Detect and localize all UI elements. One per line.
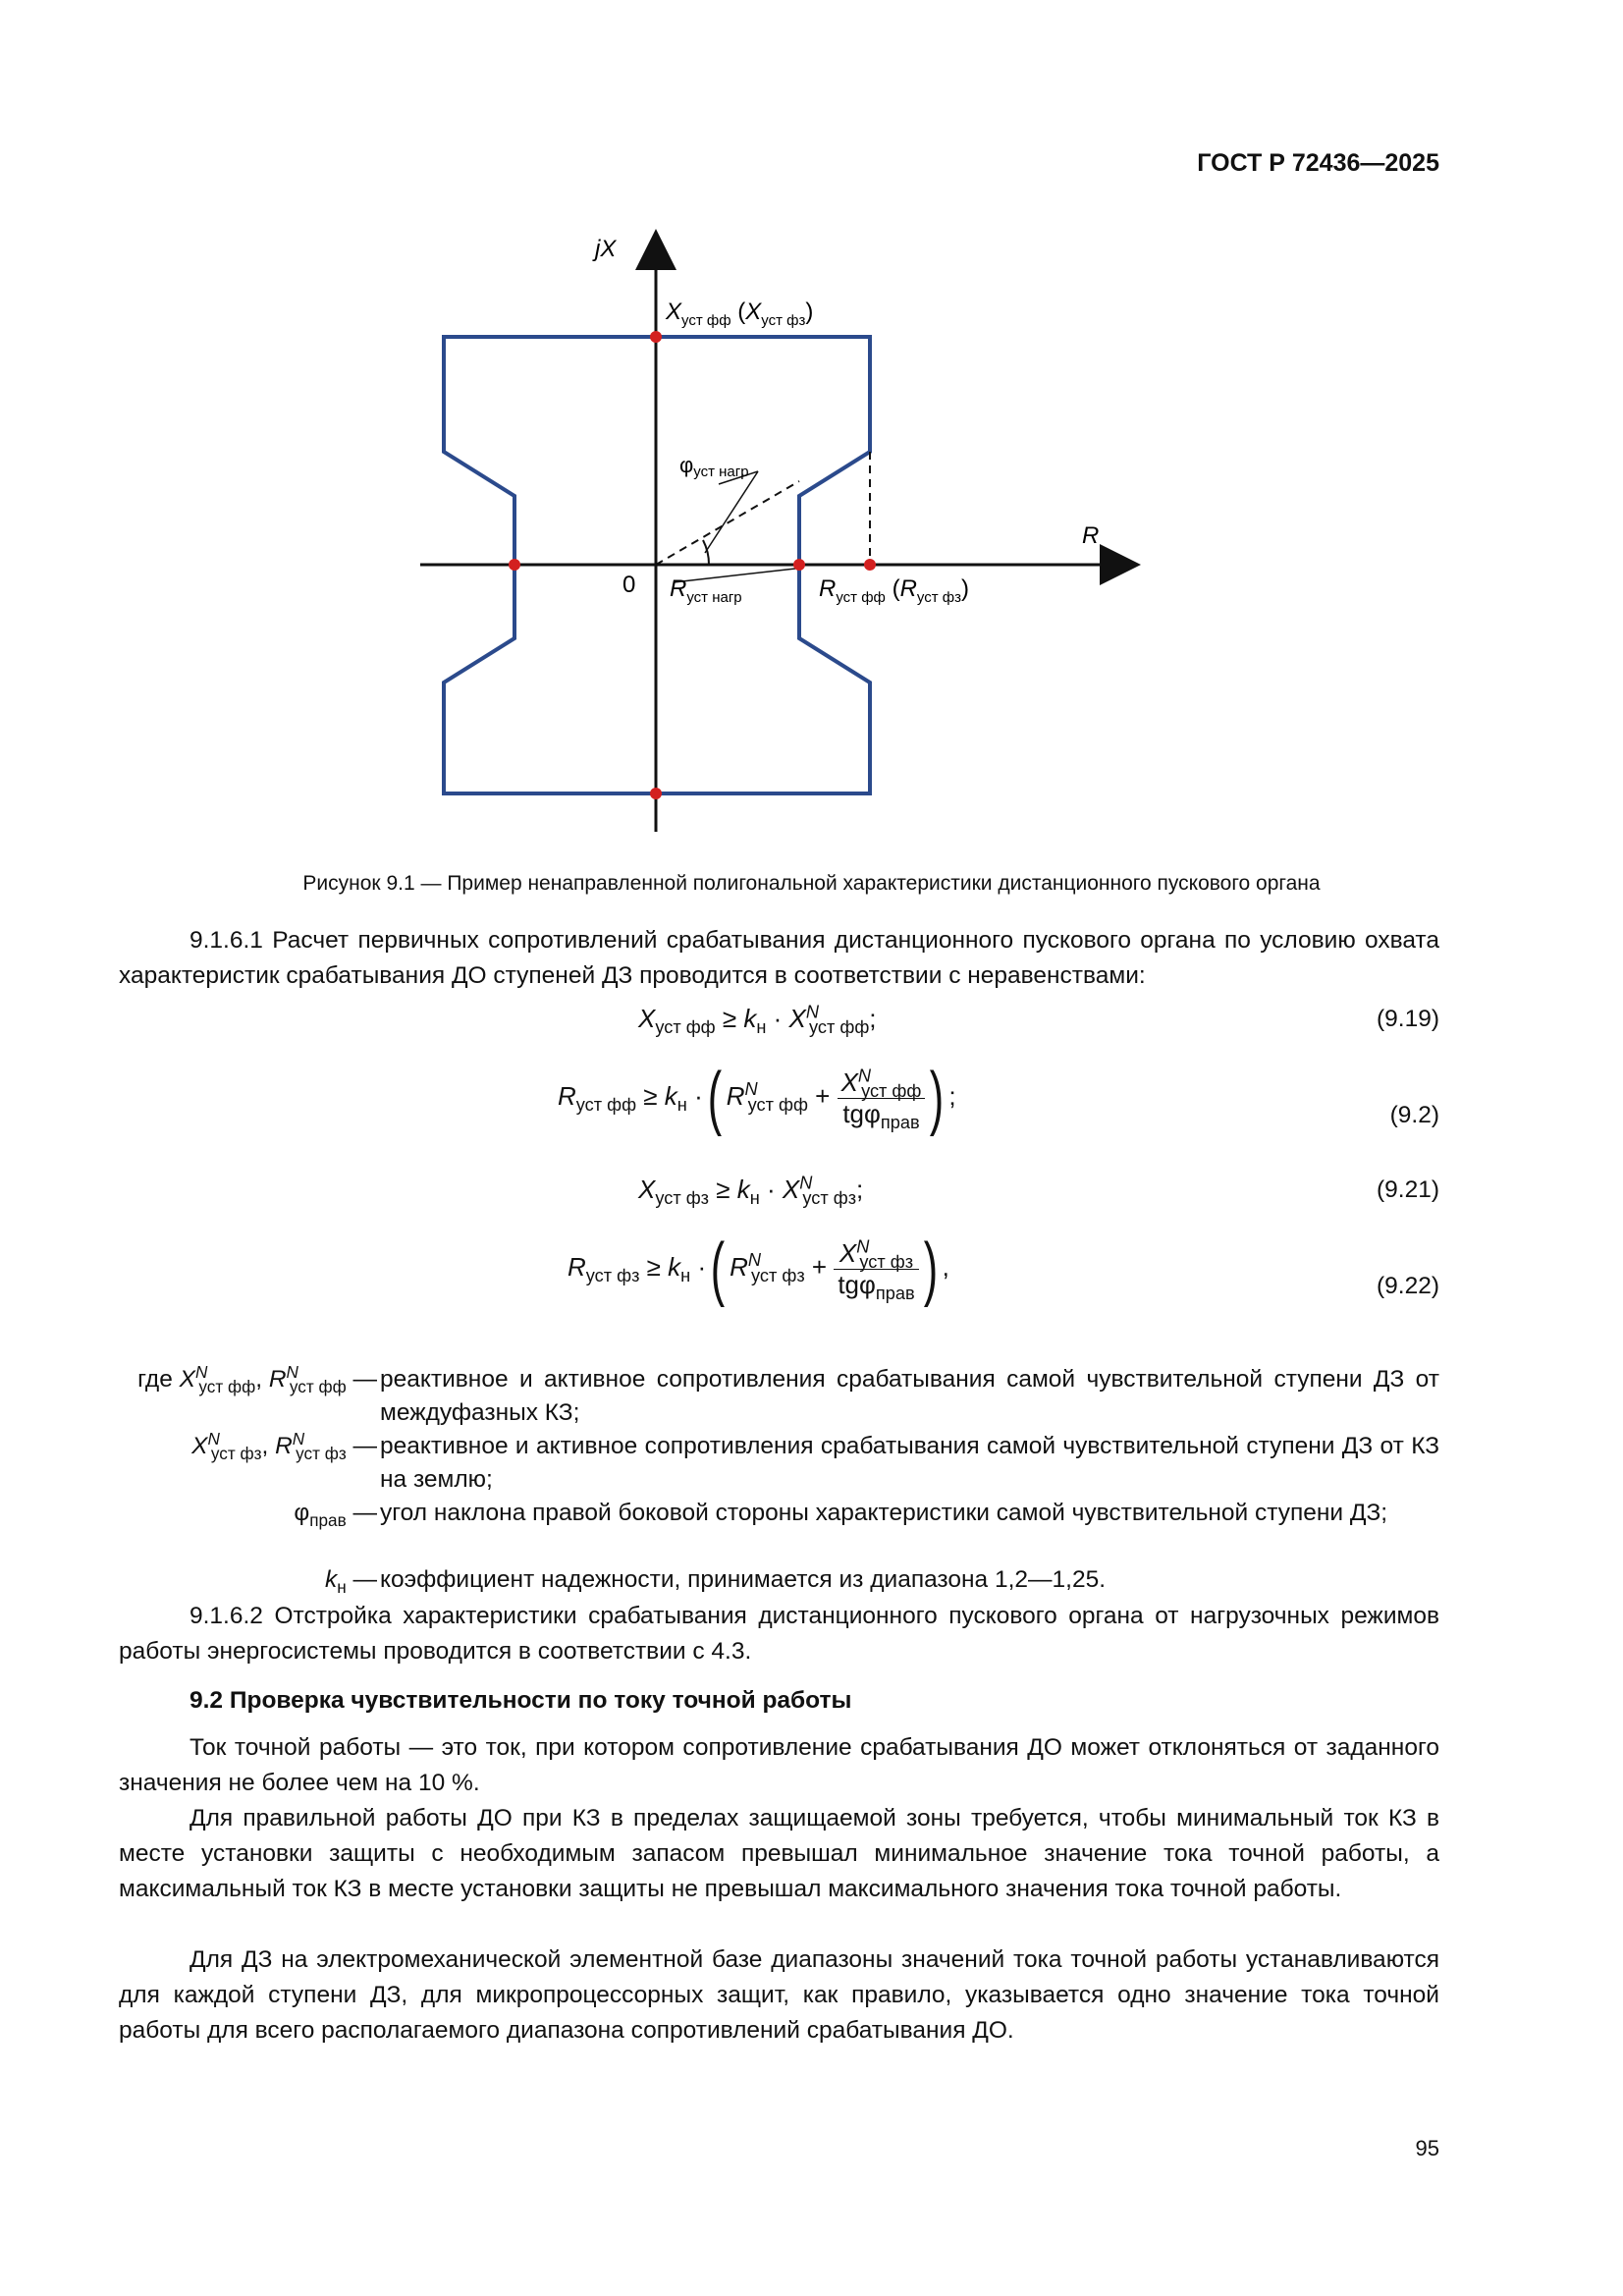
origin-label: 0 bbox=[622, 572, 636, 598]
page-number: 95 bbox=[1415, 2136, 1439, 2160]
definition-label: где $X^N_{уст фф}$, $R^N_{уст фф}$ — bbox=[137, 1361, 377, 1396]
definition-text: угол наклона правой боковой стороны характеристики самой чувствительной ступени ДЗ; bbox=[380, 1500, 1388, 1526]
r-right-label: $R_{уст фф}$ $(R_{уст фз})$ bbox=[819, 575, 970, 606]
equation-number-9-21: (9.21) bbox=[1376, 1176, 1439, 1203]
paragraph-electromechanical: Для ДЗ на электромеханической элементной базе диапазоны значений тока точной работы устанавливаются для каждой ступени ДЗ, для микропроцессорных защит, как правило, указывается одно значение тока точной работы для всего располагаемого диапазона сопротивлений срабатывания ДО. bbox=[119, 1946, 1439, 2044]
equation-9-21: $X_{уст фз} \ge k_н \cdot X^N_{уст фз}$; bbox=[638, 1173, 864, 1209]
load-angle-dashed-line bbox=[656, 481, 799, 565]
definition-label: $X^N_{уст фз}$, $R^N_{уст фз}$ — bbox=[191, 1428, 377, 1463]
section-heading-9-2: 9.2 Проверка чувствительности по току точной работы bbox=[189, 1687, 852, 1714]
standard-header: ГОСТ Р 72436—2025 bbox=[1197, 149, 1439, 177]
definition-row bbox=[119, 1430, 1439, 1497]
point-x-bottom bbox=[650, 788, 662, 799]
point-r-load bbox=[793, 559, 805, 571]
axis-x-label: R bbox=[1082, 522, 1100, 549]
definition-row bbox=[119, 1497, 1439, 1563]
paragraph-9-1-6-1: 9.1.6.1 Расчет первичных сопротивлений срабатывания дистанционного пускового органа по условию охвата характеристик срабатывания ДО ступеней ДЗ проводится в соответствии с неравенствами: bbox=[119, 927, 1439, 989]
figure-caption: Рисунок 9.1 — Пример ненаправленной полигональной характеристики дистанционного пускового органа bbox=[302, 872, 1321, 895]
definition-label: $\varphi_{прав}$ — bbox=[294, 1500, 377, 1530]
definition-text: коэффициент надежности, принимается из диапазона 1,2—1,25. bbox=[380, 1566, 1107, 1593]
point-x-top bbox=[650, 331, 662, 343]
equation-number-9-19: (9.19) bbox=[1376, 1006, 1439, 1032]
paragraph-9-1-6-2: 9.1.6.2 Отстройка характеристики срабатывания дистанционного пускового органа от нагрузочных режимов работы энергосистемы проводится в соответствии с 4.3. bbox=[119, 1603, 1439, 1665]
equation-number-9-22: (9.22) bbox=[1376, 1273, 1439, 1299]
equation-9-19: $X_{уст фф} \ge k_н \cdot X^N_{уст фф}$; bbox=[638, 1002, 877, 1038]
definition-text: реактивное и активное сопротивления срабатывания самой чувствительной ступени ДЗ от КЗ на землю; bbox=[380, 1433, 1439, 1493]
point-r-left bbox=[509, 559, 520, 571]
equation-9-2: $R_{уст фф} \ge k_н$ ·( $R^N_{уст фф}$ + $\frac{X^N_{уст фф}}{tg\varphi_{прав}}$ ) ; bbox=[558, 1059, 956, 1137]
equation-9-22: $R_{уст фз} \ge k_н$ ·( $R^N_{уст фз}$ + $\frac{X^N_{уст фз}}{tg\varphi_{прав}}$ ) , bbox=[568, 1230, 949, 1308]
definition-row bbox=[119, 1563, 1439, 1597]
phi-label: φуст нагр bbox=[679, 453, 749, 480]
r-load-label: $R_{уст нагр}$ bbox=[670, 575, 742, 606]
definition-row bbox=[119, 1363, 1439, 1430]
x-top-label: $X_{уст фф}$ $(X_{уст фз})$ bbox=[666, 299, 814, 329]
paragraph-precise-current: Ток точной работы — это ток, при котором сопротивление срабатывания ДО может отклоняться от заданного значения не более чем на 10 %. bbox=[119, 1734, 1439, 1796]
equation-number-9-2: (9.2) bbox=[1389, 1102, 1439, 1128]
definition-label: $k_н$ — bbox=[324, 1566, 377, 1597]
axis-y-label: jX bbox=[595, 236, 617, 262]
r-load-leader-line bbox=[674, 569, 795, 582]
definition-text: реактивное и активное сопротивления срабатывания самой чувствительной ступени ДЗ от междуфазных КЗ; bbox=[380, 1366, 1439, 1426]
point-r-right bbox=[864, 559, 876, 571]
phi-leader-line-2 bbox=[705, 471, 758, 553]
definitions-list bbox=[119, 1363, 1439, 1597]
paragraph-correct-operation: Для правильной работы ДО при КЗ в пределах защищаемой зоны требуется, чтобы минимальный ток КЗ в месте установки защиты с необходимым запасом превышал минимальное значение тока точной работы, а максимальный ток КЗ в месте установки защиты не превышал максимального значения тока точной работы. bbox=[119, 1805, 1439, 1902]
polygon-characteristic-figure bbox=[393, 221, 1178, 849]
